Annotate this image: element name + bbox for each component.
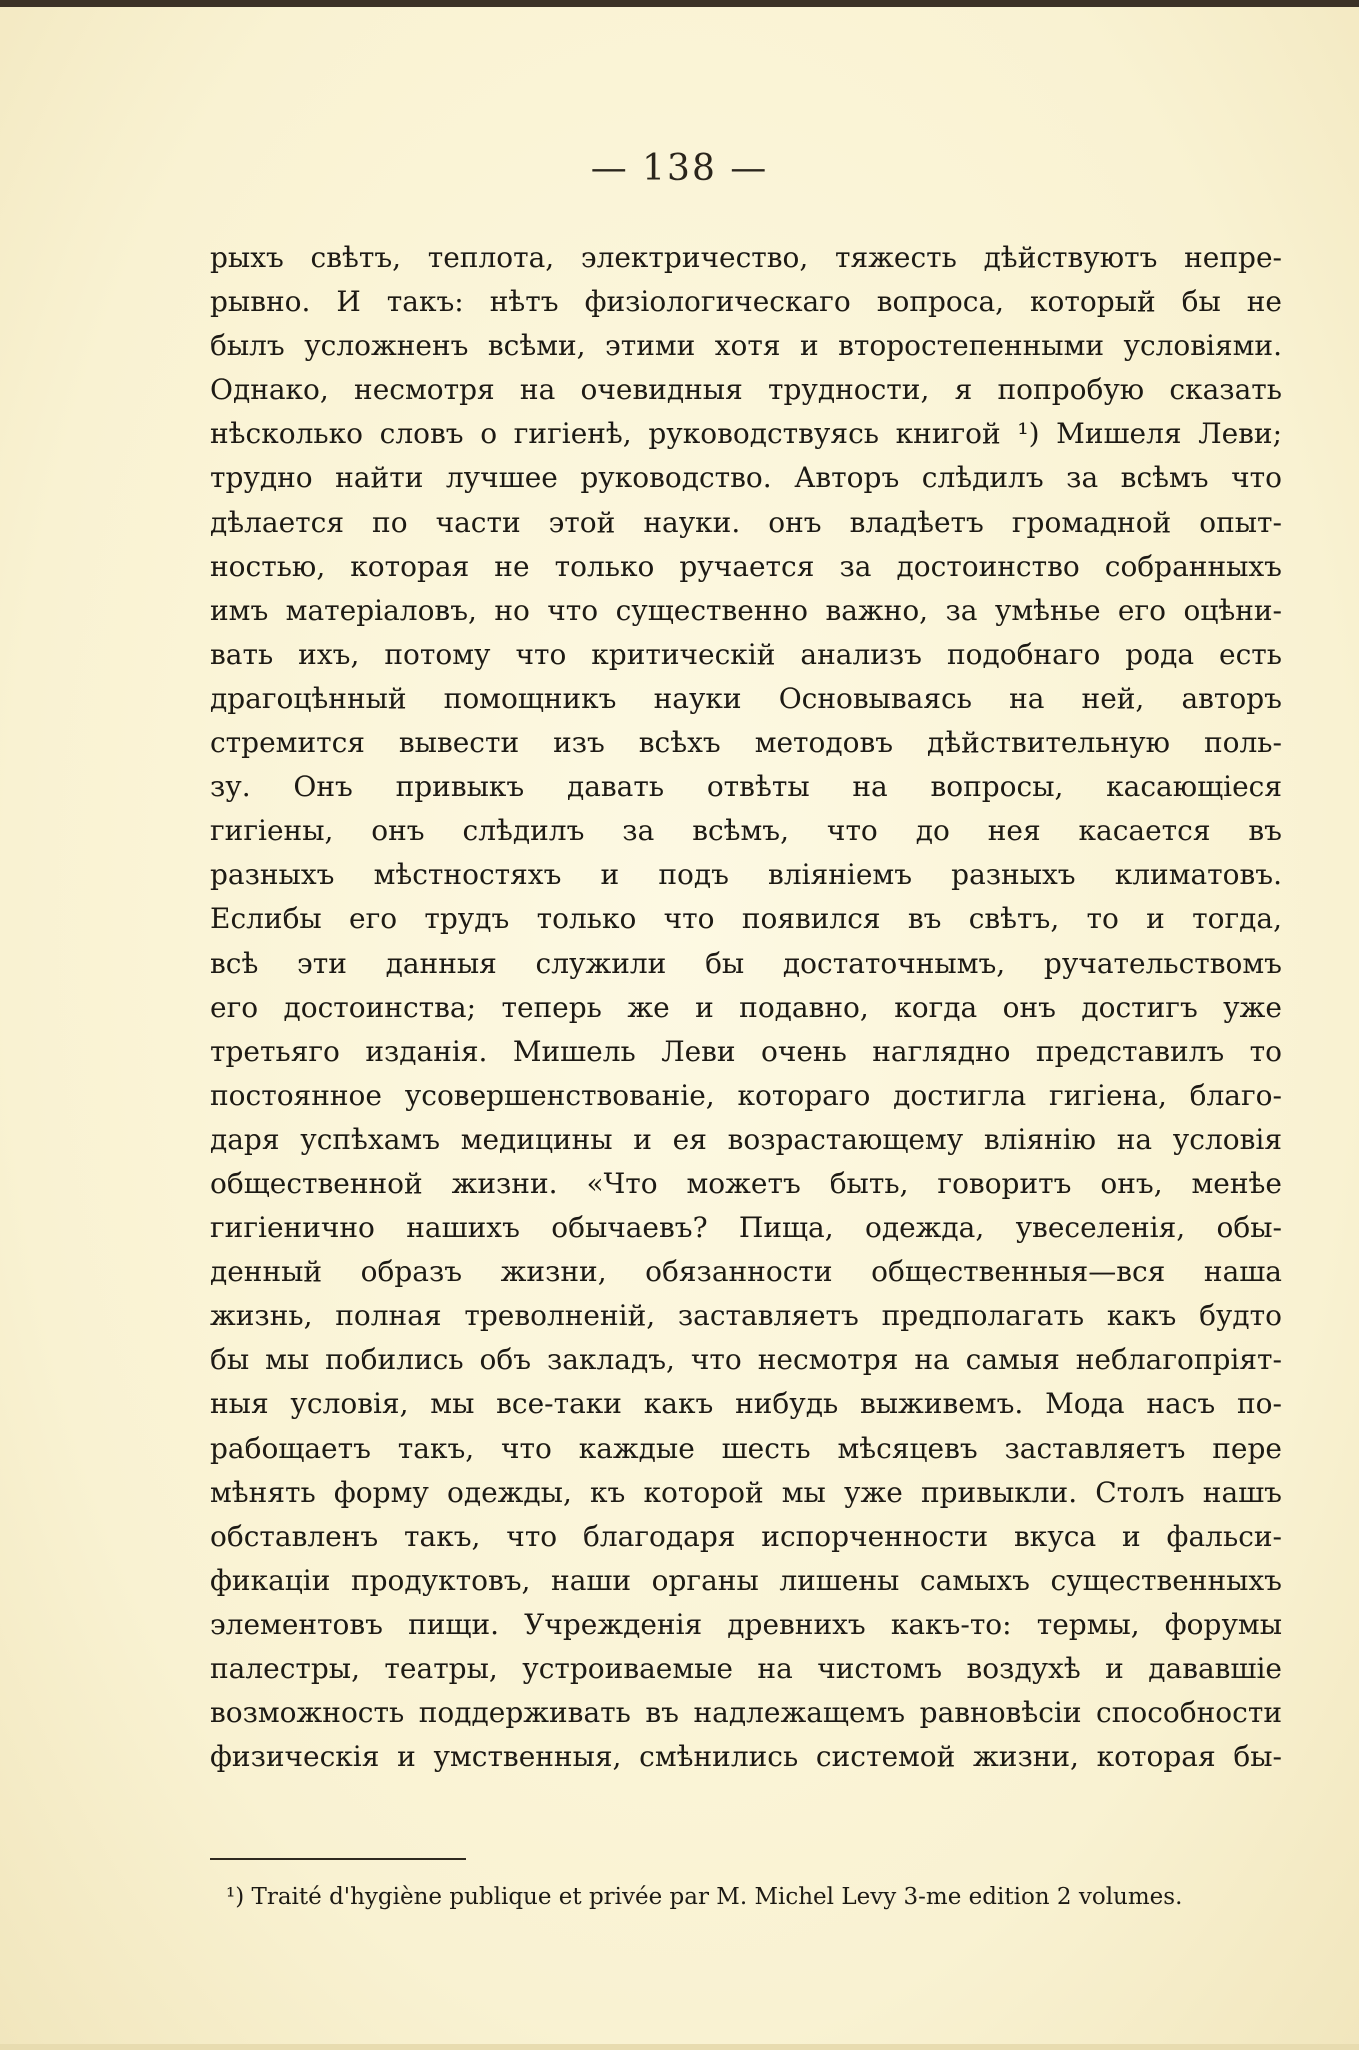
text-line: общественной жизни. «Что можетъ быть, говоритъ онъ, менѣе xyxy=(210,1166,1282,1200)
text-line: имъ матеріаловъ, но что существенно важно, за умѣнье его оцѣни- xyxy=(210,593,1282,627)
text-line: трудно найти лучшее руководство. Авторъ слѣдилъ за всѣмъ что xyxy=(210,461,1282,495)
text-line: стремится вывести изъ всѣхъ методовъ дѣйствительную поль- xyxy=(210,726,1282,760)
text-line: фикаціи продуктовъ, наши органы лишены самыхъ существенныхъ xyxy=(210,1563,1282,1597)
text-line: обставленъ такъ, что благодаря испорченности вкуса и фальси- xyxy=(210,1519,1282,1553)
text-line: денный образъ жизни, обязанности общественныя—вся наша xyxy=(210,1255,1282,1289)
text-line: гигіены, онъ слѣдилъ за всѣмъ, что до нея касается въ xyxy=(210,814,1282,848)
text-line: возможность поддерживать въ надлежащемъ равновѣсіи способности xyxy=(210,1696,1282,1730)
text-line: физическія и умственныя, смѣнились системой жизни, которая бы- xyxy=(210,1740,1282,1774)
footnote-divider xyxy=(210,1858,466,1860)
text-line: разныхъ мѣстностяхъ и подъ вліяніемъ разныхъ климатовъ. xyxy=(210,858,1282,892)
text-line: третьяго изданія. Мишель Леви очень наглядно представилъ то xyxy=(210,1034,1282,1068)
text-line: рыхъ свѣтъ, теплота, электричество, тяжесть дѣйствуютъ непре- xyxy=(210,241,1282,274)
text-line: Однако, несмотря на очевидныя трудности, я попробую сказать xyxy=(210,373,1282,407)
text-line: дѣлается по части этой науки. онъ владѣетъ громадной опыт- xyxy=(210,505,1282,539)
page-number: — 138 — xyxy=(590,148,769,189)
text-line: Еслибы его трудъ только что появился въ свѣтъ, то и тогда, xyxy=(210,902,1282,936)
text-line: даря успѣхамъ медицины и ея возрастающему вліянію на условія xyxy=(210,1122,1282,1156)
text-line: вать ихъ, потому что критическій анализъ подобнаго рода есть xyxy=(210,637,1282,671)
text-line: жизнь, полная треволненій, заставляетъ предполагать какъ будто xyxy=(210,1299,1282,1333)
text-line: постоянное усовершенствованіе, котораго достигла гигіена, благо- xyxy=(210,1078,1282,1112)
body-text xyxy=(210,236,1282,1779)
bottom-edge xyxy=(0,2044,1359,2050)
text-line: зу. Онъ привыкъ давать отвѣты на вопросы, касающіеся xyxy=(210,770,1282,804)
text-line: всѣ эти данныя служили бы достаточнымъ, ручательствомъ xyxy=(210,946,1282,980)
text-line: элементовъ пищи. Учрежденія древнихъ какъ-то: термы, форумы xyxy=(210,1607,1282,1641)
text-line: рывно. И такъ: нѣтъ физіологическаго вопроса, который бы не xyxy=(210,285,1282,319)
text-line: палестры, театры, устроиваемые на чистомъ воздухѣ и дававшіе xyxy=(210,1652,1282,1685)
text-line: драгоцѣнный помощникъ науки Основываясь на ней, авторъ xyxy=(210,681,1282,715)
text-line: былъ усложненъ всѣми, этими хотя и второстепенными условіями. xyxy=(210,329,1282,363)
top-edge-rule xyxy=(0,0,1359,7)
text-line: рабощаетъ такъ, что каждые шесть мѣсяцевъ заставляетъ пере xyxy=(210,1431,1282,1465)
text-line: нѣсколько словъ о гигіенѣ, руководствуясь книгой ¹) Мишеля Леви; xyxy=(210,417,1282,451)
text-line: его достоинства; теперь же и подавно, когда онъ достигъ уже xyxy=(210,990,1282,1024)
text-line: мѣнять форму одежды, къ которой мы уже привыкли. Столъ нашъ xyxy=(210,1475,1282,1509)
text-line: бы мы побились объ закладъ, что несмотря на самыя неблагопріят- xyxy=(210,1343,1282,1377)
text-line: ныя условія, мы все-таки какъ нибудь выживемъ. Мода насъ по- xyxy=(210,1387,1282,1421)
text-line: ностью, которая не только ручается за достоинство собранныхъ xyxy=(210,549,1282,583)
footnote: ¹) Traité d'hygiène publique et privée par M. Michel Levy 3-me edition 2 volumes. xyxy=(226,1884,1183,1910)
text-line: гигіенично нашихъ обычаевъ? Пища, одежда, увеселенія, обы- xyxy=(210,1211,1282,1245)
